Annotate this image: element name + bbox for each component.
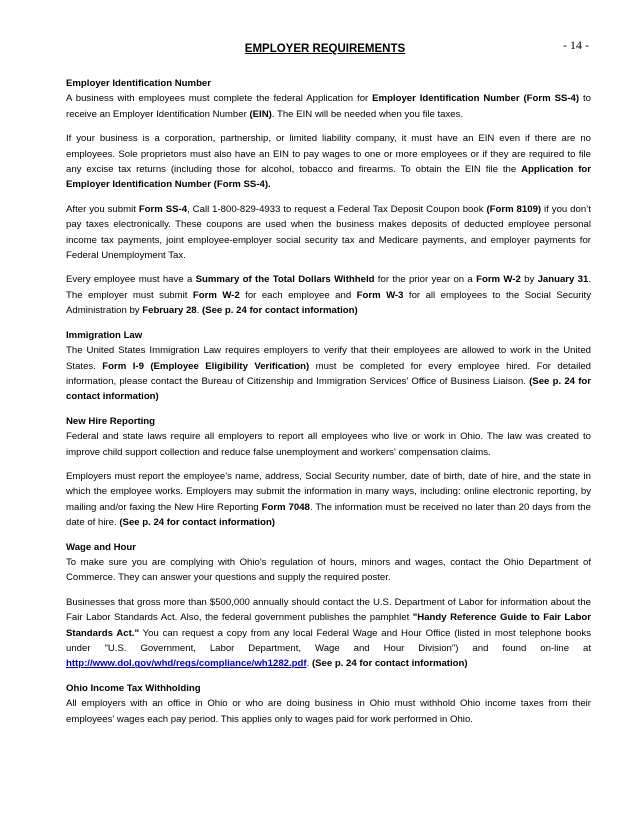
text-run: .: [196, 305, 202, 317]
ein-paragraph-2: [66, 131, 591, 193]
section-heading-ein: Employer Identification Number: [66, 78, 211, 89]
text-run: for each employee and: [239, 289, 357, 301]
wage-hour-paragraph-1-text: [66, 557, 591, 583]
text-run: All employers with an office in Ohio or who are doing business in Ohio must withhold Ohio income taxes from their employees' wages each pay period. This applies only to wages paid for work performed in Ohio.: [66, 698, 591, 725]
wage-hour-paragraph-1: [66, 540, 591, 586]
section-heading-immigration: Immigration Law: [66, 329, 143, 341]
text-run: must be completed for every employee hired. For detailed information, please contact the Bureau of Citizenship and Immigration Services' Office of Business Liaison.: [66, 360, 591, 387]
document-body: [66, 76, 591, 736]
bold-text: (Form 8109): [486, 203, 542, 215]
bold-text: Form I-9 (Employee Eligibility Verification): [102, 360, 310, 372]
text-run: for the prior year on a: [374, 274, 477, 286]
text-run: Every employee must have a: [66, 274, 196, 286]
text-run: Employers must report the employee's name, address, Social Security number, date of birth, date of hire, and the state in which the employee works. Employers may submit the information in many ways, including: online electronic reporting, by mailing and/or faxing the New Hire Reporting: [66, 470, 591, 513]
wage-hour-link[interactable]: http://www.dol.gov/whd/regs/compliance/wh1282.pdf: [66, 658, 307, 670]
immigration-paragraph-text: [66, 345, 591, 402]
new-hire-paragraph-2: [66, 469, 591, 531]
bold-text: Application for Employer Identification Number (Form SS-4).: [66, 164, 591, 191]
text-run: , Call 1-800-829-4933 to request a Federal Tax Deposit Coupon book: [187, 203, 487, 215]
bold-text: Form W-2: [476, 274, 521, 286]
page-number: - 14 -: [563, 38, 589, 52]
bold-text: (See p. 24 for contact information): [66, 375, 591, 403]
immigration-paragraph: [66, 328, 591, 405]
text-run: by: [520, 274, 538, 286]
bold-text: (See p. 24 for contact information): [311, 658, 468, 670]
text-run: . The EIN will be needed when you file taxes.: [271, 108, 464, 120]
section-heading-wage-hour: Wage and Hour: [66, 541, 136, 553]
text-run: to receive an Employer Identification Number: [66, 93, 591, 120]
bold-text: Form W-3: [356, 289, 404, 301]
new-hire-paragraph-1-text: [66, 431, 591, 457]
bold-text: (EIN): [249, 108, 272, 120]
ein-paragraph-3: [66, 202, 591, 264]
bold-text: Form SS-4: [138, 203, 188, 215]
page-title: EMPLOYER REQUIREMENTS: [244, 43, 406, 55]
section-heading-ohio-tax: Ohio Income Tax Withholding: [66, 682, 201, 694]
bold-text: Employer Identification Number (Form SS-4): [372, 93, 580, 105]
text-run: After you submit: [66, 203, 139, 215]
text-run: You can request a copy from any local Federal Wage and Hour Office (listed in most telephone books under "U.S. Government, Labor Department, Wage and Hour Division") and found on-line at: [66, 627, 591, 654]
ein-paragraph-4: [66, 272, 591, 318]
text-run: if you don’t pay taxes electronically. These coupons are used when the business makes deposits of deducted employee personal income tax payments, joint employee-employer social security tax and Medicare payments, and employer payments for Federal Unemployment Tax.: [66, 203, 591, 262]
bold-text: January 31: [537, 274, 589, 286]
bold-text: (See p. 24 for contact information): [202, 305, 358, 317]
ohio-tax-paragraph: [66, 681, 591, 727]
bold-text: Form 7048: [261, 501, 310, 513]
bold-text: "Handy Reference Guide to Fair Labor Standards Act.": [66, 612, 591, 639]
ein-paragraph-1: [66, 76, 591, 122]
bold-text: February 28: [142, 305, 197, 317]
section-heading-new-hire: New Hire Reporting: [66, 415, 156, 427]
new-hire-paragraph-1: [66, 414, 591, 460]
wage-hour-paragraph-2: [66, 595, 591, 672]
text-run: . The information must be received no later than 20 days from the date of hire.: [66, 501, 591, 529]
text-run: To make sure you are complying with Ohio's regulation of hours, minors and wages, contact the Ohio Department of Commerce. They can answer your questions and supply the required poster.: [66, 556, 591, 584]
bold-text: Summary of the Total Dollars Withheld: [195, 274, 375, 286]
ein-paragraph-1-text: [66, 93, 591, 119]
bold-text: Form W-2: [192, 289, 240, 301]
text-run: The United States Immigration Law requires employers to verify that their employees are allowed to work in the United States.: [66, 345, 591, 372]
text-run: A business with employees must complete the federal Application for: [66, 93, 373, 105]
text-run: If your business is a corporation, partnership, or limited liability company, it must have an EIN even if there are no employees. Sole proprietors must also have an EIN to pay wages to one or more employees or if they are required to file any excise tax returns (including those for alcohol, tobacco and firearms. To obtain the EIN file the: [66, 133, 591, 176]
text-run: .: [306, 658, 312, 670]
text-run: Businesses that gross more than $500,000 annually should contact the U.S. Department of Labor for information about the Fair Labor Standards Act. Also, the federal government publishes the pamphlet: [66, 596, 591, 624]
bold-text: (See p. 24 for contact information): [119, 517, 275, 529]
text-run: for all employees to the Social Security Administration by: [66, 289, 591, 317]
ohio-tax-paragraph-text: [66, 698, 591, 724]
text-run: Federal and state laws require all employers to report all employees who live or work in Ohio. The law was created to improve child support collection and reduce false unemployment and workers' compensation claims.: [66, 431, 591, 458]
text-run: . The employer must submit: [66, 274, 592, 301]
